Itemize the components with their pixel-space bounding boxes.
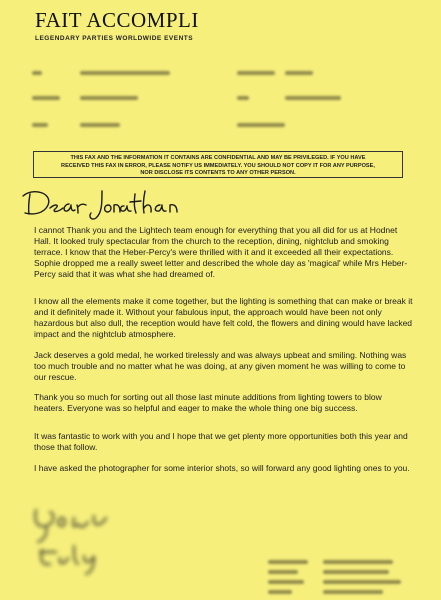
company-tagline: LEGENDARY PARTIES WORLDWIDE EVENTS: [35, 35, 194, 42]
letter-paragraph: It was fantastic to work with you and I hope that we get plenty more opportunities both this year and those that follow.: [34, 431, 408, 453]
letter-paragraph: I know all the elements make it come together, but the lighting is something that can make or break it and it definitely made it. Without your fabulous input, the approach would have been not only hazardous but also dull, the reception would have felt cold, the flowers and dining would have lacked impact and the nightclub atmosphere.: [34, 296, 413, 340]
confidentiality-notice-line: NOR DISCLOSE ITS CONTENTS TO ANY OTHER PERSON.: [140, 170, 296, 176]
redacted-footer: [268, 556, 418, 596]
company-name: FAIT ACCOMPLI: [35, 8, 199, 32]
confidentiality-notice-line: RECEIVED THIS FAX IN ERROR, PLEASE NOTIFY US IMMEDIATELY. YOU SHOULD NOT COPY IT FOR ANY PURPOSE,: [61, 162, 375, 169]
letter-paragraph: Thank you so much for sorting out all those last minute additions from lighting towers to blow heaters. Everyone was so helpful and eager to make the whole thing one big success.: [34, 392, 382, 414]
redacted-header-row: [32, 123, 382, 131]
letter-paragraph: Jack deserves a gold medal, he worked tirelessly and was always upbeat and smiling. Nothing was too much trouble and no matter what he was doing, at any given moment he was willing to come to our rescue.: [34, 350, 407, 383]
handwritten-signature: [28, 498, 128, 578]
confidentiality-notice-line: THIS FAX AND THE INFORMATION IT CONTAINS ARE CONFIDENTIAL AND MAY BE PRIVILEGED. IF YOU HAVE: [70, 155, 366, 161]
redacted-header-row: [32, 71, 382, 79]
letter-paragraph: I cannot Thank you and the Lightech team enough for everything that you all did for us at Hodnet Hall. It looked truly spectacular from the church to the reception, dining, nightclub and smoking terrace. I know that the Heber-Percy's were thrilled with it and it exceeded all their expectations. Sophie dropped me a really sweet letter and described the whole day as 'magical' while Mrs Heber-Percy said that it was what she had dreamed of.: [34, 225, 408, 280]
confidentiality-notice: [33, 151, 403, 178]
redacted-header-row: [32, 96, 382, 104]
handwritten-greeting: [20, 184, 190, 224]
letter-paragraph: I have asked the photographer for some interior shots, so will forward any good lighting ones to you.: [34, 463, 410, 473]
